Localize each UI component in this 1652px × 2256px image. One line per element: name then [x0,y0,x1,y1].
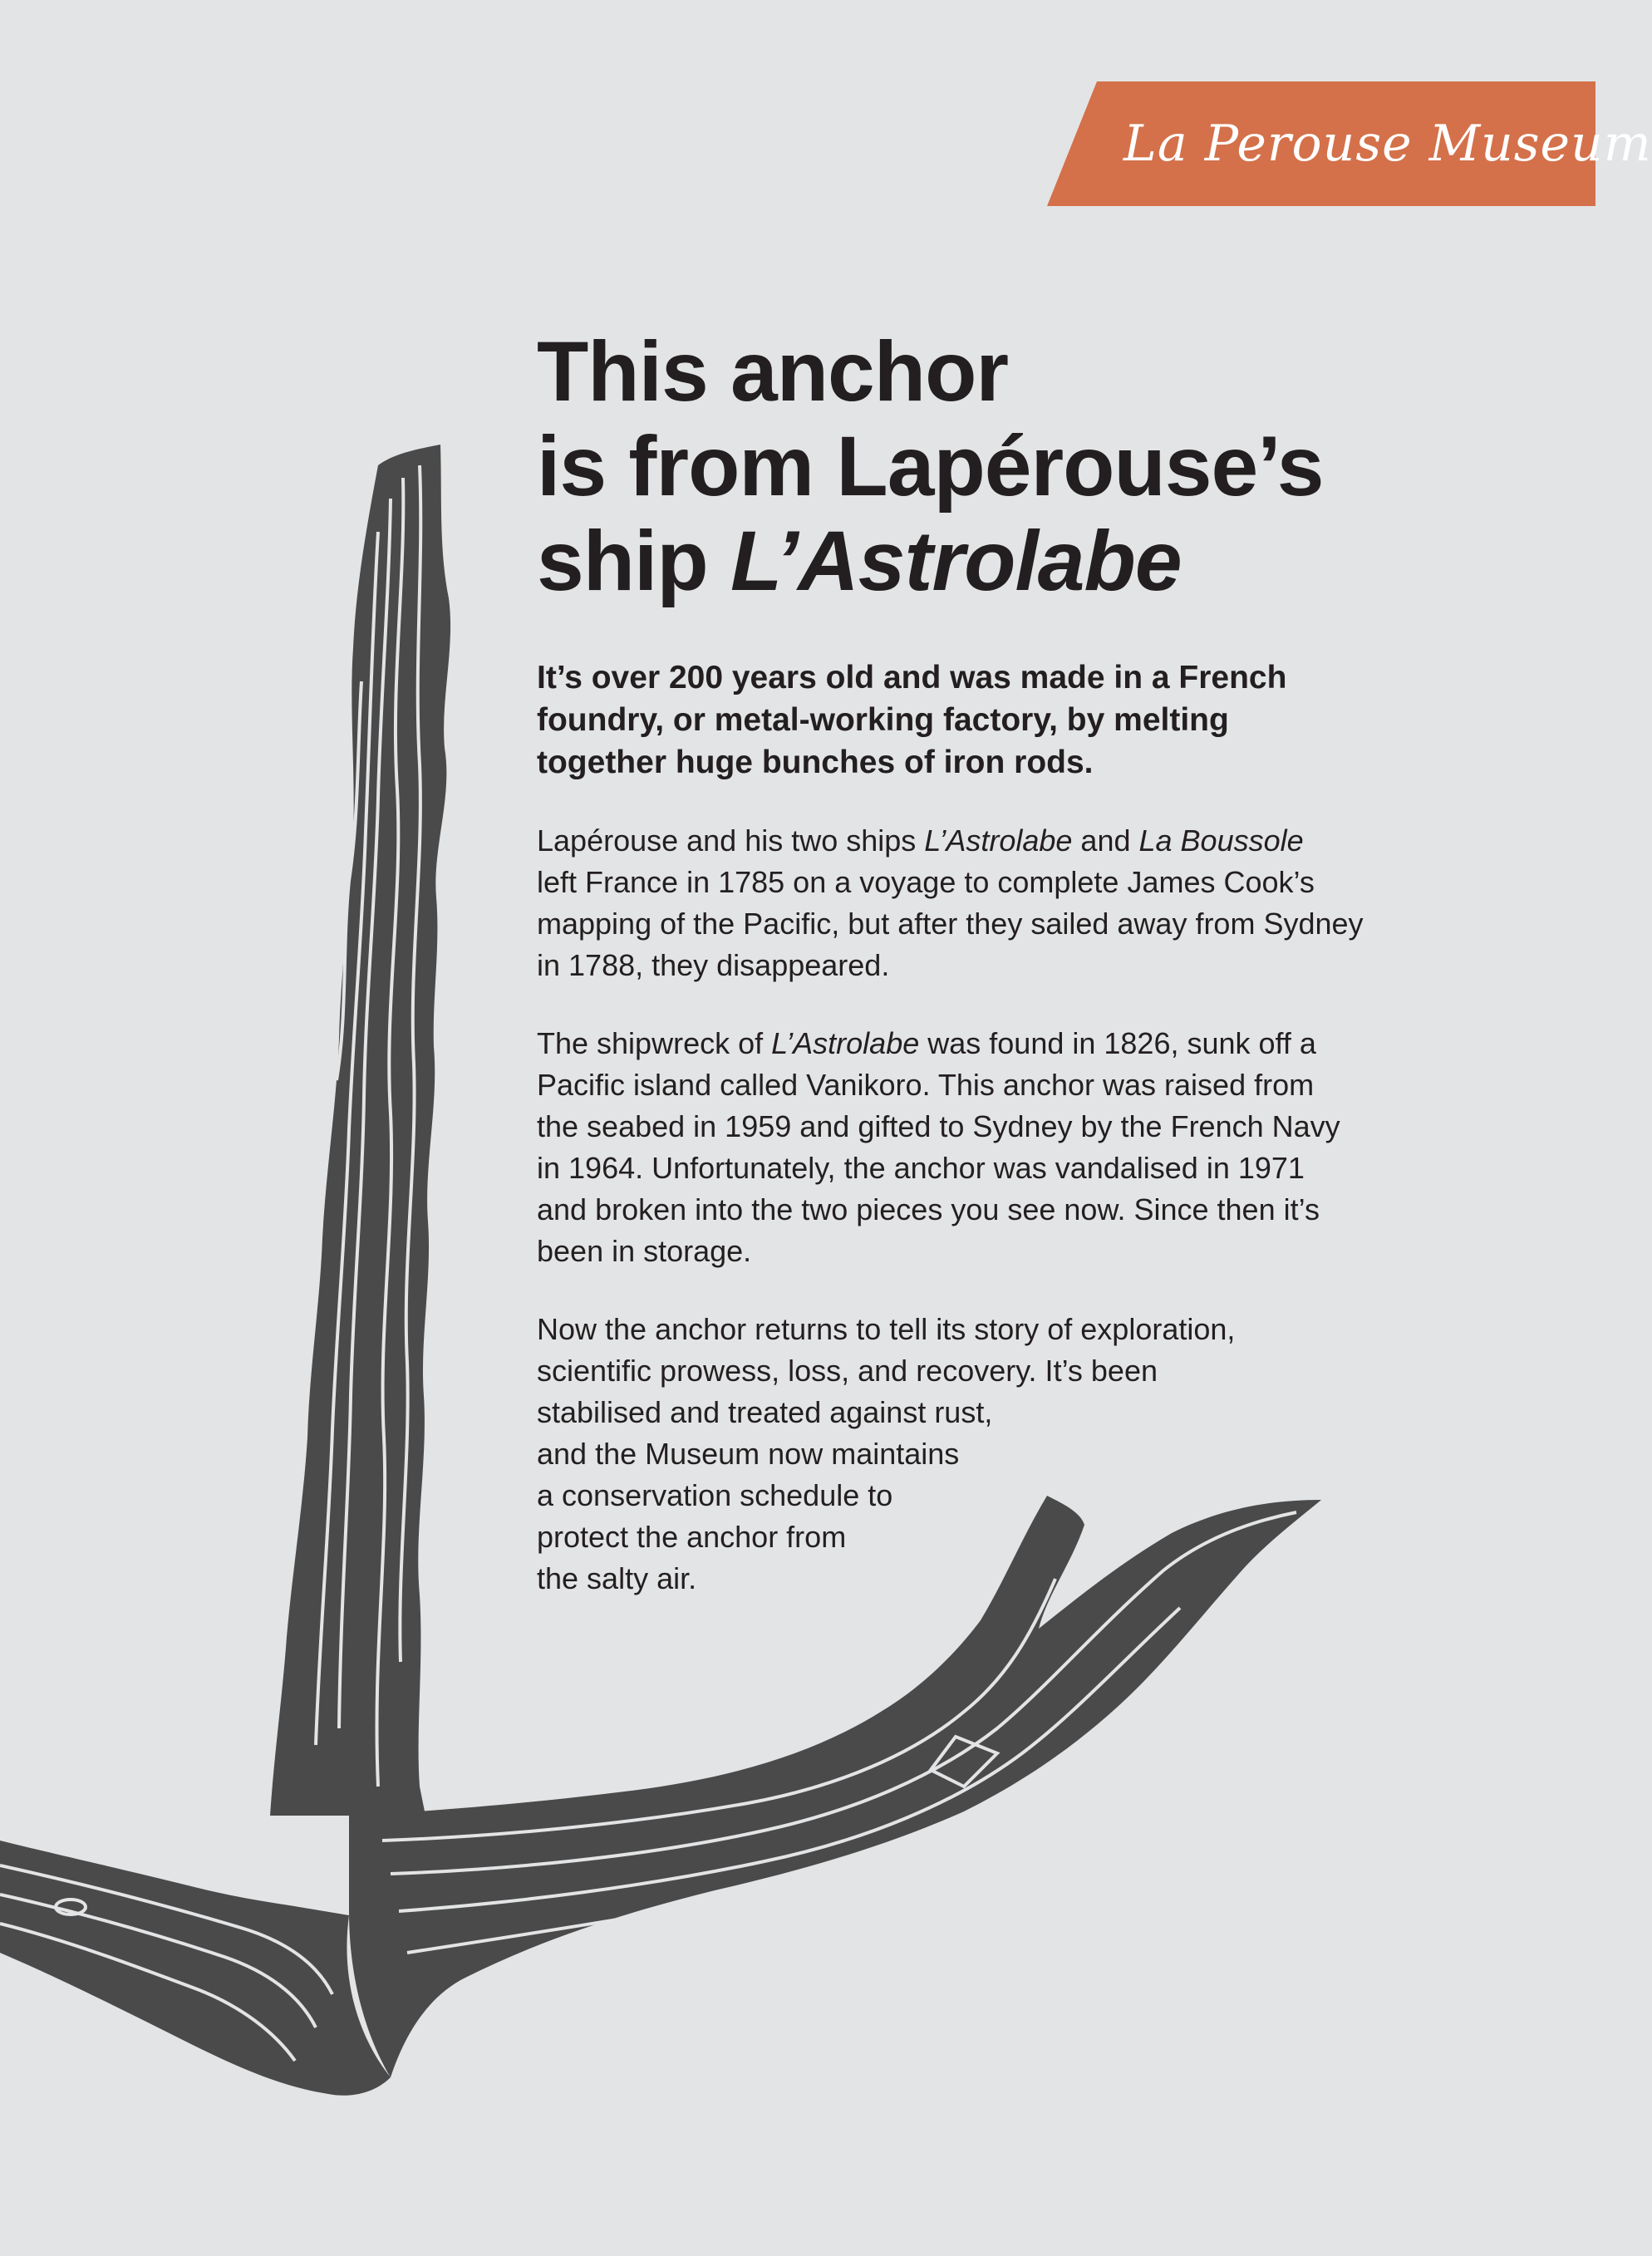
para3-line-1: Now the anchor returns to tell its story of exploration, [537,1312,1236,1346]
para1-ship-boussole: La Boussole [1138,823,1304,858]
anchor-arm-left [0,1841,391,2096]
lead-line-1: It’s over 200 years old and was made in a French [537,660,1287,695]
para3-line-6: protect the anchor from [537,1520,847,1554]
para1-line-4: in 1788, they disappeared. [537,948,890,982]
para1-line-3: mapping of the Pacific, but after they sailed away from Sydney [537,907,1364,941]
para2-line-3: the seabed in 1959 and gifted to Sydney by the French Navy [537,1109,1340,1143]
title-line-1: This anchor [537,324,1009,419]
title-ship-name: L’Astrolabe [730,514,1182,608]
para3-line-7: the salty air. [537,1561,697,1595]
para1-ship-astrolabe: L’Astrolabe [924,823,1073,858]
para3-line-4: and the Museum now maintains [537,1437,960,1471]
para2-line-5: and broken into the two pieces you see now. Since then it’s [537,1192,1320,1226]
page-title [537,324,1468,608]
title-line-3 [537,514,1468,608]
body-paragraph-1 [537,820,1468,986]
para1-line-1-a: Lapérouse and his two ships [537,823,925,858]
body-paragraph-2 [537,1023,1468,1272]
museum-logo-text: La Perouse Museum [1123,115,1652,173]
main-content [537,324,1468,1600]
body-paragraph-3 [537,1309,1468,1600]
para2-line-1-c: was found in 1826, sunk off a [919,1026,1316,1060]
para1-line-1-c: and [1072,823,1139,858]
para3-line-3: stabilised and treated against rust, [537,1395,993,1429]
para2-ship-astrolabe: L’Astrolabe [771,1026,920,1060]
para2-line-2: Pacific island called Vanikoro. This anchor was raised from [537,1068,1315,1102]
lead-line-3: together huge bunches of iron rods. [537,745,1094,780]
para2-line-1-a: The shipwreck of [537,1026,772,1060]
title-line-2: is from Lapérouse’s [537,419,1324,514]
para3-line-5: a conservation schedule to [537,1478,893,1512]
anchor-shank [270,445,450,1816]
para1-line-1 [537,820,1468,862]
title-line-3-prefix: ship [537,514,731,608]
para2-line-1 [537,1023,1468,1064]
para1-line-2: left France in 1785 on a voyage to complete James Cook’s [537,865,1315,899]
lead-line-2: foundry, or metal-working factory, by melting [537,702,1229,738]
para2-line-6: been in storage. [537,1234,752,1268]
lead-paragraph [537,656,1468,784]
para2-line-4: in 1964. Unfortunately, the anchor was vandalised in 1971 [537,1151,1305,1185]
para3-line-2: scientific prowess, loss, and recovery. It’s been [537,1354,1158,1388]
